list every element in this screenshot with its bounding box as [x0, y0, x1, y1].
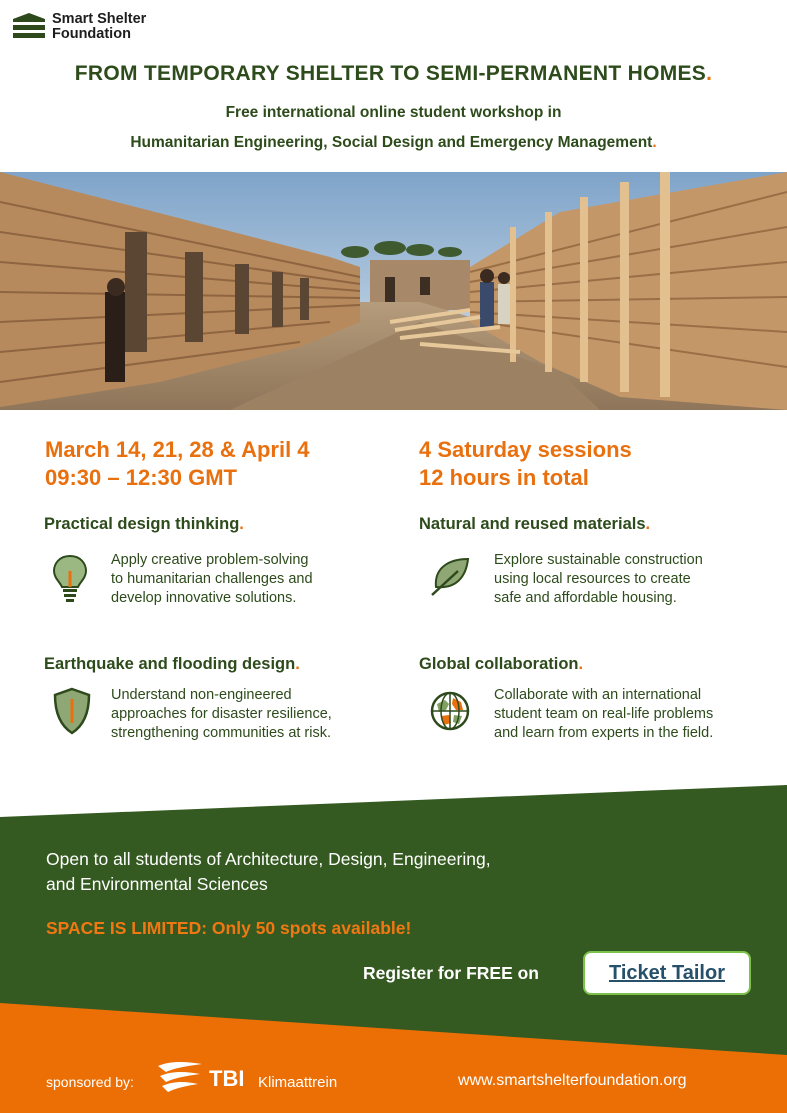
feature-line: Understand non-engineered: [111, 687, 292, 703]
sponsor-subname: Klimaattrein: [258, 1074, 338, 1091]
shield-icon: [52, 686, 92, 736]
tbi-logo-icon: [156, 1060, 204, 1094]
website-url[interactable]: www.smartshelterfoundation.org: [458, 1072, 687, 1089]
feature-line: Explore sustainable construction: [494, 552, 703, 568]
feature-line: safe and affordable housing.: [494, 590, 677, 606]
feature-heading-text: Global collaboration: [419, 655, 579, 673]
feature-text-materials: [494, 551, 703, 608]
brand-logo: [12, 10, 212, 46]
audience-text: [46, 847, 491, 897]
feature-heading-design-thinking: [44, 515, 244, 534]
feature-period: .: [578, 655, 584, 673]
register-label: Register for FREE on: [363, 963, 539, 983]
audience-line: and Environmental Sciences: [46, 874, 268, 894]
feature-text-design-thinking: [111, 551, 313, 608]
sponsored-by-label: sponsored by:: [46, 1074, 134, 1090]
feature-heading-text: Earthquake and flooding design: [44, 655, 296, 673]
page-title: [0, 62, 787, 86]
feature-line: develop innovative solutions.: [111, 590, 297, 606]
time-text: 09:30 – 12:30 GMT: [45, 465, 237, 490]
feature-period: .: [295, 655, 300, 673]
sponsor-name: TBI: [209, 1066, 245, 1091]
feature-period: .: [239, 515, 244, 533]
feature-line: strengthening communities at risk.: [111, 725, 332, 741]
ticket-tailor-link[interactable]: Ticket Tailor: [583, 951, 751, 995]
audience-line: Open to all students of Architecture, Design, Engineering,: [46, 849, 491, 869]
subtitle-period: .: [652, 134, 657, 151]
feature-heading-text: Natural and reused materials: [419, 515, 646, 533]
hero-photo: [0, 172, 787, 410]
feature-heading-materials: [419, 515, 650, 534]
lightbulb-icon: [50, 553, 90, 603]
title-period: .: [706, 62, 713, 85]
feature-heading-text: Practical design thinking: [44, 515, 240, 533]
feature-line: student team on real-life problems: [494, 706, 714, 722]
feature-line: approaches for disaster resilience,: [111, 706, 332, 722]
brand-name-line1: Smart Shelter: [52, 11, 147, 27]
feature-line: to humanitarian challenges and: [111, 571, 313, 587]
feature-line: Collaborate with an international: [494, 687, 702, 703]
dates-text: March 14, 21, 28 & April 4: [45, 437, 310, 462]
feature-heading-earthquake: [44, 655, 300, 674]
total-hours-text: 12 hours in total: [419, 465, 589, 490]
leaf-icon: [428, 555, 472, 599]
sessions-text: 4 Saturday sessions: [419, 437, 632, 462]
page-title-text: FROM TEMPORARY SHELTER TO SEMI-PERMANENT HOMES: [74, 62, 707, 85]
feature-line: using local resources to create: [494, 571, 691, 587]
feature-period: .: [645, 515, 651, 533]
shelter-construction-image: [0, 172, 787, 410]
feature-text-earthquake: [111, 686, 332, 743]
globe-icon: [429, 690, 471, 732]
feature-text-collaboration: [494, 686, 713, 743]
feature-heading-collaboration: [419, 655, 583, 674]
subtitle-line2-text: Humanitarian Engineering, Social Design and Emergency Management: [130, 134, 653, 151]
subtitle-line1: Free international online student workshop in: [225, 104, 562, 121]
house-logo-icon: [12, 12, 46, 42]
brand-name-line2: Foundation: [52, 26, 131, 42]
feature-line: and learn from experts in the field.: [494, 725, 714, 741]
space-limited-notice: SPACE IS LIMITED: Only 50 spots available!: [46, 918, 412, 938]
feature-line: Apply creative problem-solving: [111, 552, 309, 568]
bottom-band-background: [0, 785, 787, 1113]
subtitle-line2: [0, 134, 787, 152]
